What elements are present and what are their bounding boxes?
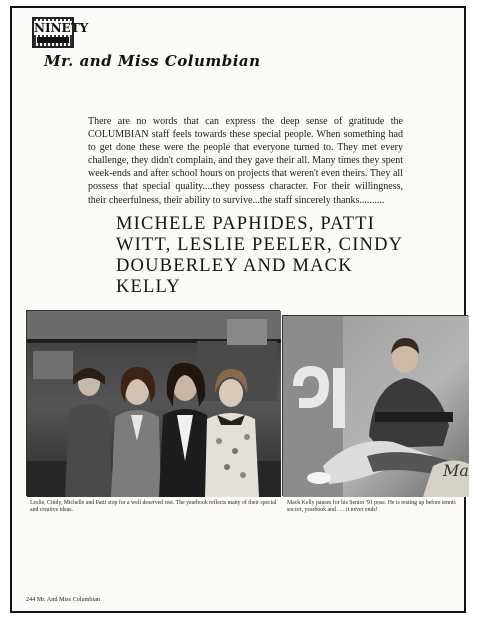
ninety-logo xyxy=(32,17,89,48)
yearbook-page xyxy=(10,6,469,613)
logo-text: NINETY xyxy=(34,21,89,35)
portrait-photo-image xyxy=(283,316,469,497)
tribute-paragraph: There are no words that can express the deep sense of gratitude the COLUMBIAN staff feels towards these special people. When something had to get done these were the people that everyone turned to. They met every challenge, they didn't complain, and they gave their all. Many times they spent week-ends and after school hours on projects that weren't even theirs. They all possess that special quality....they possess character. For their willingness, their cheerfulness, their ability to survive...the staff sincerely thanks.......... xyxy=(88,116,403,206)
group-photo-image xyxy=(27,311,281,497)
section-title: Mr. and Miss Columbian xyxy=(44,52,261,70)
logo-bar xyxy=(37,37,69,43)
group-photo xyxy=(26,310,280,496)
portrait-photo-caption: Mack Kelly pauses for his Senior '91 pose. He is resting up before tennis soccer, yearbook and . . . it never ends! xyxy=(287,500,456,513)
honoree-names: MICHELE PAPHIDES, PATTI WITT, LESLIE PEELER, CINDY DOUBERLEY AND MACK KELLY xyxy=(116,214,403,297)
svg-text:Ma: Ma xyxy=(443,461,469,480)
portrait-photo xyxy=(282,315,468,496)
page-folio: 244 Mr. And Miss Columbian xyxy=(26,596,101,603)
group-photo-caption: Leslie, Cindy, Michelle and Patti stop for a well deserved rest. The yearbook reflects many of their special and creative ideas. xyxy=(30,500,277,513)
